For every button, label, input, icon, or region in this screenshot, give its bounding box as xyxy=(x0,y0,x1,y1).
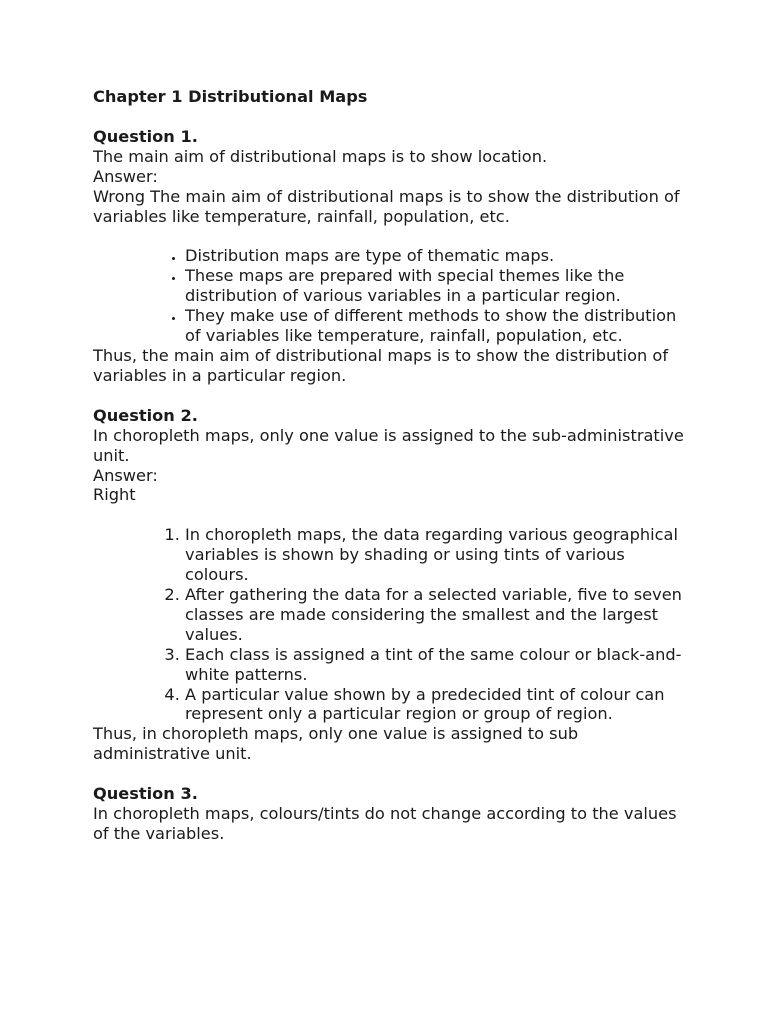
question-3 xyxy=(93,784,693,844)
chapter-title: Chapter 1 Distributional Maps xyxy=(93,87,368,106)
question-statement: In choropleth maps, only one value is assigned to the sub-administrative unit. xyxy=(93,425,684,465)
answer-label: Answer: xyxy=(93,465,158,485)
question-statement: In choropleth maps, colours/tints do not change according to the values of the variables. xyxy=(93,804,677,843)
answer-label: Answer: xyxy=(93,166,158,186)
list-item: 4. A particular value shown by a predecided tint of colour can represent only a particular region or group of region. xyxy=(185,685,693,725)
answer-text: Wrong The main aim of distributional maps is to show the distribution of variables like temperature, rainfall, population, etc. xyxy=(93,186,680,226)
question-heading: Question 1. xyxy=(93,126,198,146)
answer-numbered-list xyxy=(93,525,693,724)
question-heading: Question 2. xyxy=(93,405,198,425)
list-item: • These maps are prepared with special themes like the distribution of various variables in a particular region. xyxy=(185,266,693,306)
list-item: 2. After gathering the data for a selected variable, five to seven classes are made considering the smallest and the largest values. xyxy=(185,585,693,645)
question-1 xyxy=(93,127,693,386)
question-statement: The main aim of distributional maps is to show location. xyxy=(93,146,548,166)
list-item: • Distribution maps are type of thematic maps. xyxy=(185,246,693,266)
list-item: • They make use of different methods to show the distribution of variables like temperature, rainfall, population, etc. xyxy=(185,306,693,346)
answer-conclusion: Thus, in choropleth maps, only one value is assigned to sub administrative unit. xyxy=(93,724,579,764)
answer-bullet-list xyxy=(93,246,693,346)
question-2 xyxy=(93,406,693,764)
document-page xyxy=(93,87,693,844)
question-heading: Question 3. xyxy=(93,784,198,804)
answer-conclusion: Thus, the main aim of distributional maps is to show the distribution of variables in a particular region. xyxy=(93,345,669,385)
list-item: 3. Each class is assigned a tint of the same colour or black-and-white patterns. xyxy=(185,645,693,685)
answer-text: Right xyxy=(93,485,136,505)
list-item: 1. In choropleth maps, the data regarding various geographical variables is shown by shading or using tints of various colours. xyxy=(185,525,693,585)
